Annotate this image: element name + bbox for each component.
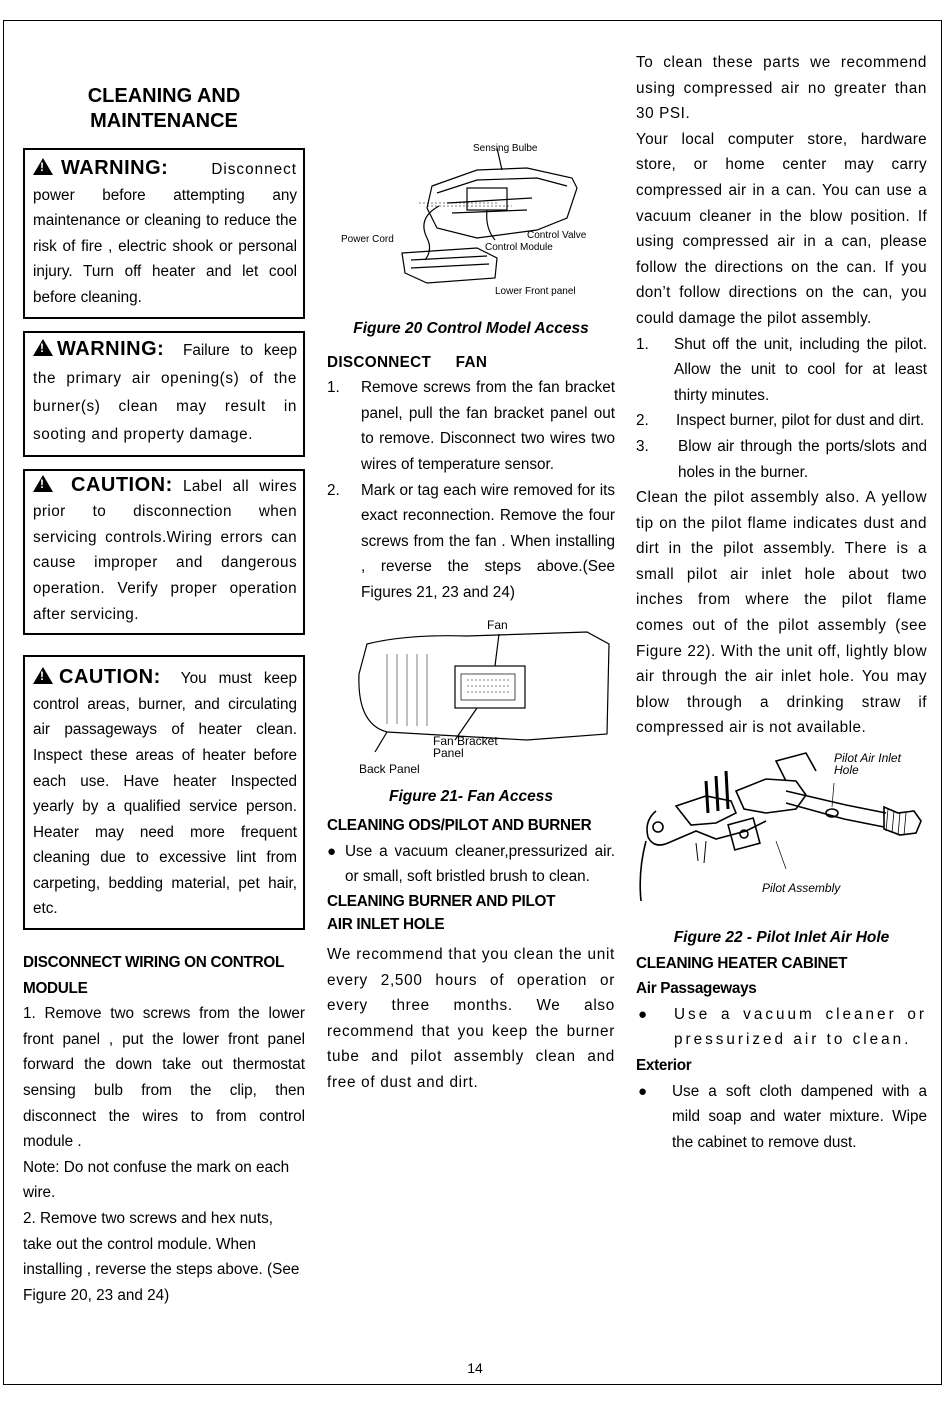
caution-box-label-wires: [23, 469, 305, 636]
step-text: Remove screws from the fan bracket panel, pull the fan bracket panel out to remove. Disconnect two wires two wires of temperature sensor.: [361, 379, 615, 473]
warning-box-disconnect: [23, 148, 305, 319]
figure-22-illustration: [636, 751, 927, 921]
pilot-clean-text: Clean the pilot assembly also. A yellow tip on the pilot flame indicates dust and dirt in the pilot assembly. There is a small pilot air inlet hole about two inches from where the pilot flame comes out of the pilot assembly (see Figure 22). With the unit off, lightly blow air through the air inlet hole. You may blow through a drinking straw if compressed air is not available.: [636, 489, 927, 737]
title-line-1: CLEANING AND: [87, 85, 241, 107]
step-2-text: 2. Remove two screws and hex nuts, take out the control module. When installing , reverse the steps above. (See Figure 20, 23 and 24): [23, 1210, 300, 1304]
column-left: [23, 80, 305, 1308]
label-fan: Fan: [487, 617, 508, 632]
warning-body: the primary air opening(s) of the burner(s) clean may result in sooting and property damage.: [33, 369, 297, 443]
exterior-bullet: [636, 1079, 927, 1156]
caution-lead: Label all wires: [182, 477, 297, 495]
caution-body: control areas, burner, and circulating air passageways of heater clean. Inspect these areas of heater before each use. Have heater Inspected yearly by a qualified service person. Heater may need more frequent cleaning due to excessive lint from carpeting, bedding material, pet hair, etc.: [33, 695, 297, 918]
step-text: Blow air through the ports/slots and holes in the burner.: [678, 437, 927, 481]
warning-lead: Disconnect: [211, 161, 297, 178]
label-panel: Panel: [433, 745, 464, 760]
label-back-panel: Back Panel: [359, 761, 420, 776]
burner-step-3: [636, 434, 927, 485]
label-pilot-assembly: Pilot Assembly: [762, 881, 841, 896]
figure-21-illustration: [327, 614, 615, 774]
exterior-bullet-text: Use a soft cloth dampened with a mild soap and water mixture. Wipe the cabinet to remove dust.: [672, 1082, 927, 1151]
air-bullet-text: Use a vacuum cleaner or pressurized air to clean.: [674, 1005, 927, 1049]
column-right: [636, 50, 927, 1155]
fan-steps-list: [327, 375, 615, 605]
ods-bullet-text: Use a vacuum cleaner,pressurized air. or small, soft bristled brush to clean.: [345, 842, 615, 886]
step-number: 2.: [636, 412, 649, 430]
cleaning-cabinet-heading: CLEANING HEATER CABINET: [636, 954, 848, 972]
fan-access-drawing: [327, 614, 615, 774]
air-bullet: [636, 1002, 927, 1053]
warning-icon: [33, 339, 53, 356]
step-1-text: 1. Remove two screws from the lower front panel , put the lower front panel forward the down take out thermostat sensing bulb from the clip, then disconnect the wires to from control module .: [23, 1005, 305, 1151]
figure-20-illustration: [327, 143, 615, 310]
label-pilot-air-inlet: Pilot Air Inlet: [834, 751, 901, 766]
intro-local-store: Your local computer store, hardware store, or home center may carry compressed air in a can. You can use a vacuum cleaner in the blow position. If using compressed air in a can, please follow the directions on the can. If you don’t follow directions on the can, you could damage the pilot assembly.: [636, 130, 927, 327]
caution-icon: [33, 475, 53, 492]
fan-step-2: [327, 478, 615, 606]
warning-heading: WARNING:: [61, 157, 169, 179]
caution-heading: CAUTION:: [71, 473, 173, 496]
ods-bullet-list: [327, 839, 615, 890]
step-number: 1.: [636, 335, 649, 353]
air-passageways-heading: Air Passageways: [636, 980, 757, 998]
warning-body: power before attempting any maintenance or cleaning to reduce the risk of fire , electric shook or personal injury. Turn off heater and let cool before cleaning.: [33, 186, 297, 306]
label-power-cord: Power Cord: [341, 234, 394, 245]
fan-step-1: [327, 375, 615, 477]
step-text: Inspect burner, pilot for dust and dirt.: [676, 412, 925, 430]
label-control-module: Control Module: [485, 242, 553, 253]
cleaning-burner-heading-line-1: CLEANING BURNER AND PILOT: [327, 892, 556, 910]
cleaning-burner-heading: [327, 890, 615, 936]
exterior-heading: Exterior: [636, 1057, 692, 1074]
intro-compressed-air: To clean these parts we recommend using compressed air no greater than 30 PSI.: [636, 54, 927, 123]
column-middle: [327, 143, 615, 1095]
bullet-icon: ●: [638, 1005, 648, 1023]
label-fan-bracket: Fan Bracket: [433, 733, 498, 748]
warning-box-air-opening: [23, 331, 305, 457]
warning-lead: Failure to keep: [183, 341, 298, 359]
note-text: Note: Do not confuse the mark on each wire.: [23, 1158, 290, 1202]
cleaning-burner-heading-line-2: AIR INLET HOLE: [327, 915, 445, 933]
label-sensing-bulbe: Sensing Bulbe: [473, 143, 538, 154]
air-bullet-list: [636, 1002, 927, 1053]
page-title: [23, 84, 305, 134]
page-number: 14: [467, 1360, 483, 1376]
exterior-bullet-list: [636, 1079, 927, 1156]
caution-body: prior to disconnection when servicing controls.Wiring errors can cause improper and dangerous operation. Verify proper operation after servicing.: [33, 503, 297, 623]
caution-lead: You must keep: [180, 670, 297, 688]
caution-heading: CAUTION:: [59, 666, 161, 689]
cleaning-ods-heading: CLEANING ODS/PILOT AND BURNER: [327, 817, 592, 835]
bullet-icon: ●: [327, 842, 337, 860]
step-text: Mark or tag each wire removed for its exact reconnection. Remove the four screws from the fan . When installing , reverse the steps above.(See Figures 21, 23 and 24): [361, 481, 615, 601]
figure-20-caption: Figure 20 Control Model Access: [353, 320, 589, 337]
disconnect-fan-heading: DISCONNECT FAN: [327, 353, 488, 371]
label-lower-front-panel: Lower Front panel: [495, 286, 576, 297]
caution-icon: [33, 667, 53, 684]
pilot-assembly-drawing: [636, 751, 927, 921]
title-line-2: MAINTENANCE: [90, 110, 238, 132]
burner-steps-list: [636, 332, 927, 486]
ods-bullet: [327, 839, 615, 890]
burner-recommend-text: We recommend that you clean the unit every 2,500 hours of operation or every three months. We also recommend that you keep the burner tube and pilot assembly clean and free of dust and dirt.: [327, 945, 615, 1091]
label-control-valve: Control Valve: [527, 230, 587, 241]
caution-box-keep-clean: [23, 655, 305, 930]
section-heading-disconnect-wiring: DISCONNECT WIRING ON CONTROL MODULE: [23, 954, 284, 997]
step-number: 1.: [327, 379, 340, 397]
warning-icon: [33, 158, 53, 175]
step-text: Shut off the unit, including the pilot. Allow the unit to cool for at least thirty minutes.: [674, 335, 927, 404]
warning-heading: WARNING:: [57, 337, 165, 360]
step-number: 3.: [636, 437, 649, 455]
bullet-icon: ●: [638, 1082, 648, 1100]
figure-21-caption: Figure 21- Fan Access: [389, 787, 553, 805]
figure-22-caption: Figure 22 - Pilot Inlet Air Hole: [673, 929, 890, 947]
burner-step-1: [636, 332, 927, 409]
burner-step-2: [636, 408, 927, 434]
step-number: 2.: [327, 481, 340, 499]
label-hole: Hole: [834, 763, 859, 778]
